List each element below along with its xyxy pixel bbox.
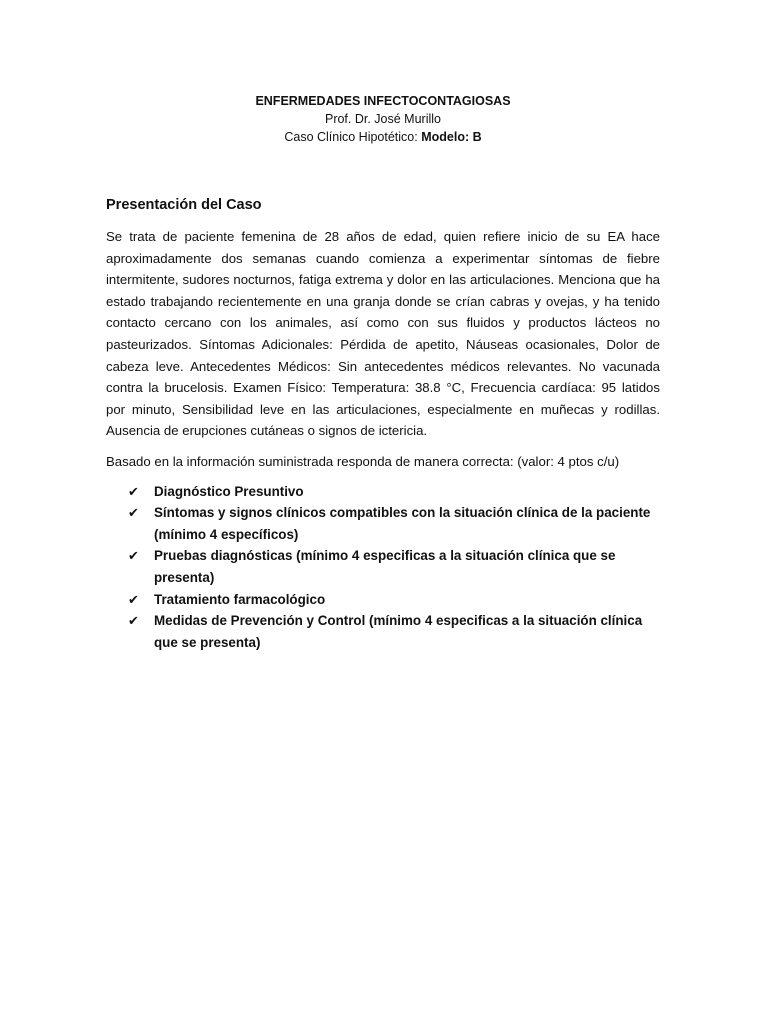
professor-name: Prof. Dr. José Murillo [324,112,441,126]
checklist-item-label: Tratamiento farmacológico [154,591,326,607]
checklist-item-label: Pruebas diagnósticas (mínimo 4 especificas a la situación clínica que se presenta) [154,548,616,585]
case-description: Se trata de paciente femenina de 28 años de edad, quien refiere inicio de su EA hace aproximadamente dos semanas cuando comienza a experimentar síntomas de fiebre intermitente, sudores nocturnos, fatiga extrema y dolor en las articulaciones. Menciona que ha estado trabajando recientemente en una granja donde se crían cabras y ovejas, y ha tenido contacto cercano con los animales, así como con sus fluidos y productos lácteos no pasteurizados. Síntomas Adicionales: Pérdida de apetito, Náuseas ocasionales, Dolor de cabeza leve. Antecedentes Médicos: Sin antecedentes médicos relevantes. No vacunada contra la brucelosis. Examen Físico: Temperatura: 38.8 °C, Frecuencia cardíaca: 95 latidos por minuto, Sensibilidad leve en las articulaciones, especialmente en muñecas y rodillas. Ausencia de erupciones cutáneas o signos de ictericia. [106,229,660,439]
check-icon: ✔ [128,591,139,607]
document-page [106,92,660,653]
checklist-item [106,545,660,588]
section-heading: Presentación del Caso [106,197,262,213]
checklist-item [106,481,660,503]
checklist-item [106,610,660,653]
checklist-item-label: Medidas de Prevención y Control (mínimo 4 especificas a la situación clínica que se presenta) [154,613,643,650]
check-icon: ✔ [128,505,139,521]
case-label: Caso Clínico Hipotético: [284,130,422,144]
model-label: Modelo: B [421,130,482,144]
checklist-item [106,502,660,545]
check-icon: ✔ [128,483,139,499]
course-title: ENFERMEDADES INFECTOCONTAGIOSAS [255,94,511,108]
question-checklist [106,481,660,654]
checklist-item [106,589,660,611]
checklist-item-label: Síntomas y signos clínicos compatibles con la situación clínica de la paciente (mínimo 4 específicos) [154,505,651,542]
check-icon: ✔ [128,548,139,564]
document-header [106,92,660,146]
check-icon: ✔ [128,613,139,629]
checklist-item-label: Diagnóstico Presuntivo [154,483,304,499]
case-model-line [106,128,660,146]
instruction-text: Basado en la información suministrada responda de manera correcta: (valor: 4 ptos c/u) [106,453,620,469]
